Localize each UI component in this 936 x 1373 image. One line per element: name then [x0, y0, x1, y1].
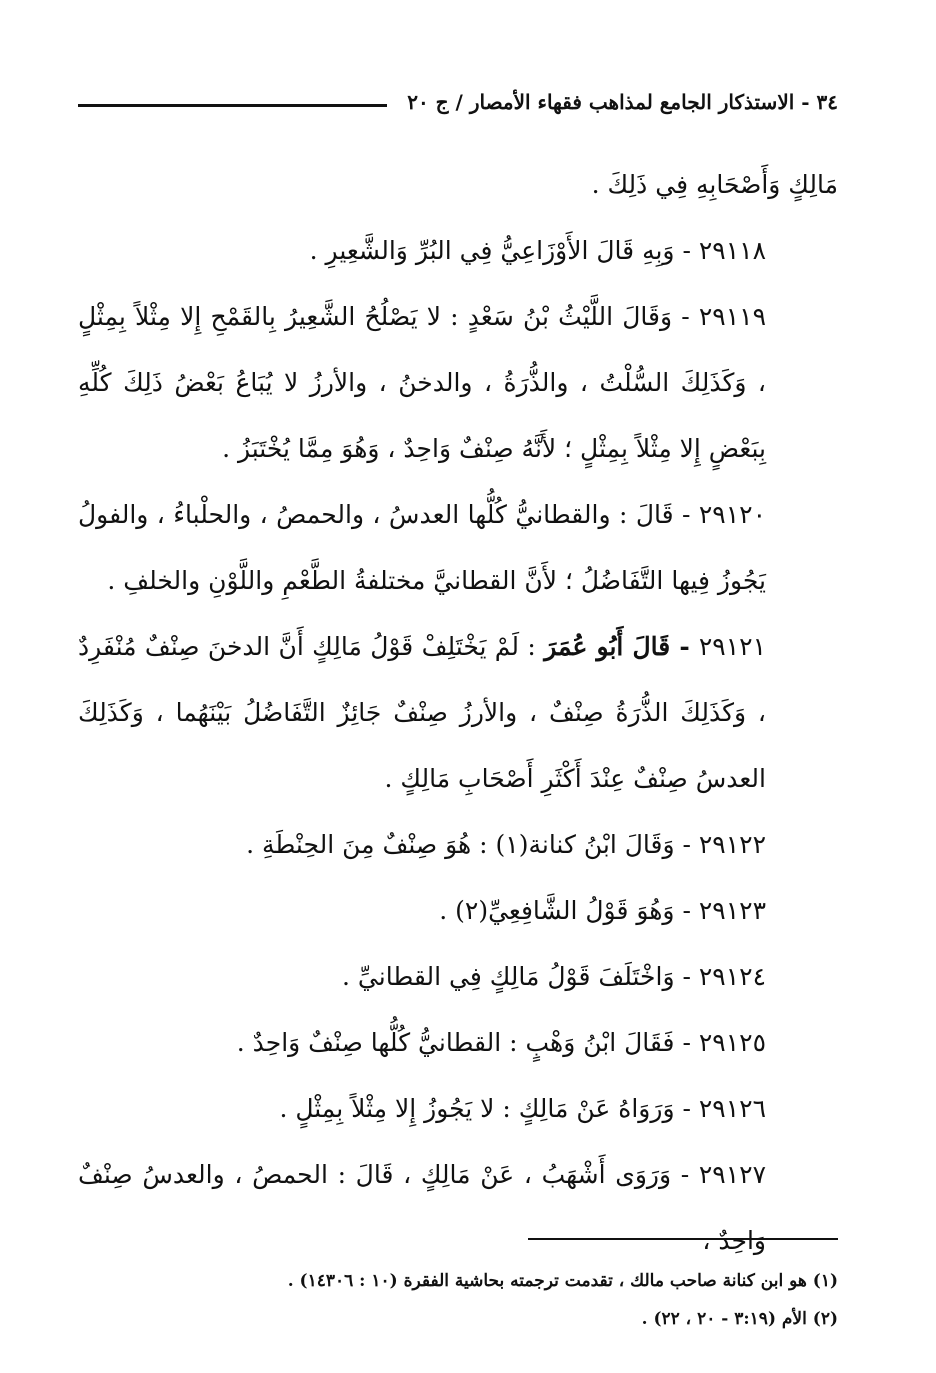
paragraph-29123 [78, 878, 838, 944]
footnote-2: (٢) الأم (٣:١٩ - ٢٠ ، ٢٢) . [641, 1309, 838, 1329]
paragraph-continuation: مَالِكٍ وَأَصْحَابِهِ فِي ذَلِكَ . [591, 170, 838, 199]
paragraph-29124 [78, 944, 838, 1010]
paragraph-number: ٢٩١٢٤ [698, 962, 766, 991]
paragraph-number: ٢٩١٢١ [698, 632, 767, 661]
paragraph-text: - وَرَوَاهُ عَنْ مَالِكٍ : لا يَجُوزُ إِلا مِثْلاً بِمِثْلٍ . [279, 1094, 699, 1123]
paragraph-29122 [78, 812, 838, 878]
paragraph-number: ٢٩١٢٥ [698, 1028, 766, 1057]
paragraph-29118 [78, 218, 838, 284]
footnotes [78, 1262, 838, 1338]
paragraph-29121 [78, 614, 838, 812]
paragraph-text: - وَقَالَ اللَّيْثُ بْنُ سَعْدٍ : لا يَصْلُحُ الشَّعِيرُ بِالقَمْحِ إِلا مِثْلاً بِمِثْلٍ ، وَكَذَلِكَ السُّلْتُ ، والذُّرَةُ ، والدخنُ ، والأرزُ لا يُبَاعُ بَعْضُ ذَلِكَ كُلِّهِ بِبَعْضٍ إِلا مِثْلاً بِمِثْلٍ ؛ لأَنَّهُ صِنْفٌ وَاحِدٌ ، وَهُوَ مِمَّا يُخْتَبَزُ . [78, 302, 766, 463]
main-text [78, 152, 838, 1274]
paragraph-number: ٢٩١٢٣ [698, 896, 766, 925]
paragraph-text: - وَقَالَ ابْنُ كنانة(١) : هُوَ صِنْفٌ مِنَ الحِنْطَةِ . [246, 830, 699, 859]
paragraph-text: - قَالَ : والقطانيُّ كُلُّها العدسُ ، والحمصُ ، والحلْباءُ ، والفولُ يَجُوزُ فِيها التَّفَاضُلُ ؛ لأَنَّ القطانيَّ مختلفةُ الطَّعْمِ واللَّوْنِ والخلفِ . [78, 500, 766, 595]
paragraph-29126 [78, 1076, 838, 1142]
paragraph-29119 [78, 284, 838, 482]
paragraph-number: ٢٩١٢٠ [698, 500, 766, 529]
header-title: ٣٤ - الاستذكار الجامع لمذاهب فقهاء الأمصار / ج ٢٠ [407, 90, 838, 114]
paragraph-29120 [78, 482, 838, 614]
paragraph-lead: - قَالَ أَبُو عُمَرَ [544, 632, 699, 661]
paragraph-29125 [78, 1010, 838, 1076]
footnote-rule [528, 1238, 838, 1240]
paragraph-text: : لَمْ يَخْتَلِفْ قَوْلُ مَالِكٍ أَنَّ الدخنَ صِنْفٌ مُنْفَرِدٌ ، وَكَذَلِكَ الذُّرَةُ صِنْفٌ ، والأرزُ صِنْفٌ جَائِزٌ التَّفَاضُلُ بَيْنَهُما ، وَكَذَلِكَ العدسُ صِنْفٌ عِنْدَ أَكْثَرِ أَصْحَابِ مَالِكٍ . [78, 632, 766, 793]
footnote-1: (١) هو ابن كنانة صاحب مالك ، تقدمت ترجمته بحاشية الفقرة (١٠ : ١٤٣٠٦) . [287, 1271, 838, 1291]
paragraph-text: - وَرَوَى أَشْهَبُ ، عَنْ مَالِكٍ ، قَالَ : الحمصُ ، والعدسُ صِنْفٌ وَاحِدٌ ، [78, 1160, 766, 1255]
paragraph-number: ٢٩١١٨ [698, 236, 766, 265]
paragraph-number: ٢٩١١٩ [698, 302, 766, 331]
header-rule [78, 104, 387, 107]
paragraph-text: - فَقَالَ ابْنُ وَهْبٍ : القطانيُّ كُلُّها صِنْفٌ وَاحِدٌ . [236, 1028, 699, 1057]
paragraph-number: ٢٩١٢٦ [698, 1094, 766, 1123]
paragraph-number: ٢٩١٢٧ [698, 1160, 766, 1189]
paragraph-text: - وَبِهِ قَالَ الأَوْزَاعِيُّ فِي البُرِّ وَالشَّعِيرِ . [309, 236, 699, 265]
paragraph-29127 [78, 1142, 838, 1274]
paragraph-text: - وَهُوَ قَوْلُ الشَّافِعِيِّ(٢) . [439, 896, 699, 925]
running-header [78, 86, 838, 118]
paragraph-number: ٢٩١٢٢ [698, 830, 766, 859]
paragraph-text: - وَاخْتَلَفَ قَوْلُ مَالِكٍ فِي القطانيِّ . [342, 962, 699, 991]
